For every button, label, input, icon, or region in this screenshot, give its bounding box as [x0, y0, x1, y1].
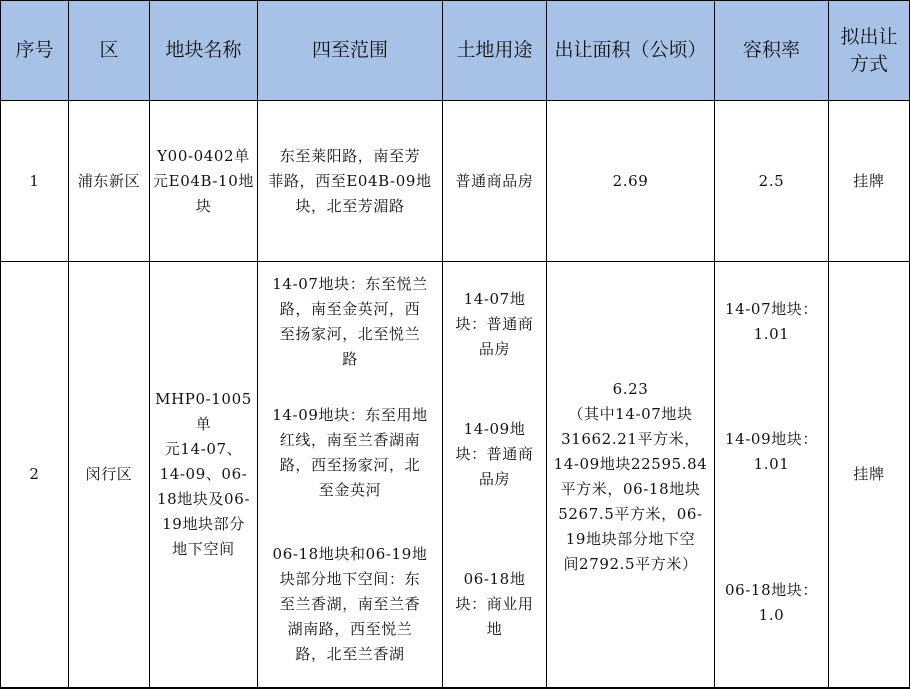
row2-district: 闵行区 [85, 465, 133, 483]
header-land-use: 土地用途 [456, 39, 533, 61]
row2-no: 2 [29, 465, 40, 483]
header-district: 区 [99, 39, 119, 61]
header-plot-name: 地块名称 [165, 39, 242, 61]
grid-line-col2 [149, 0, 150, 689]
grid-line-row1-bottom [0, 261, 910, 262]
header-no: 序号 [15, 39, 54, 61]
row2-far-14-07: 14-07地块： 1.01 [724, 300, 819, 343]
row2-far-06-18: 06-18地块： 1.0 [724, 581, 819, 624]
row1-plot-name: Y00-0402单 元E04B-10地 块 [153, 146, 254, 215]
header-method: 拟出让 方式 [840, 25, 898, 75]
row2-use-14-09: 14-09地 块：普通商 品房 [455, 420, 534, 488]
grid-line-col4 [442, 0, 443, 689]
grid-line-col3 [257, 0, 258, 689]
row2-plot-name: MHP0-1005单 元14-07、 14-09、06- 18地块及06- 19地块部分 地下空间 [155, 390, 252, 558]
row1-no: 1 [29, 171, 40, 190]
header-far: 容积率 [742, 39, 800, 61]
grid-line-col6 [714, 0, 715, 689]
row2-use-14-07: 14-07地 块：普通商 品房 [455, 290, 534, 358]
row1-boundaries: 东至莱阳路，南至芳 菲路，西至E04B-09地 块，北至芳湄路 [268, 146, 432, 215]
row2-method: 挂牌 [853, 465, 885, 483]
row2-bounds-06-18: 06-18地块和06-19地 块部分地下空间：东 至兰香湖，南至兰香 湖南路，西至悦兰 路，北至兰香湖 [272, 545, 428, 663]
row1-method: 挂牌 [853, 171, 885, 190]
grid-line-col1 [68, 0, 69, 689]
header-area: 出让面积（公顷） [554, 39, 707, 61]
row2-far-14-09: 14-09地块： 1.01 [724, 430, 819, 473]
grid-line-top [0, 0, 910, 1]
grid-line-col5 [546, 0, 547, 689]
row1-district: 浦东新区 [77, 171, 141, 190]
row1-area: 2.69 [612, 171, 649, 190]
row2-bounds-14-07: 14-07地块：东至悦兰 路，南至金英河，西 至扬家河，北至悦兰 路 [272, 275, 428, 368]
grid-line-header-bottom [0, 100, 910, 101]
row2-use-06-18: 06-18地 块：商业用 地 [455, 570, 534, 638]
row2-area: 6.23 （其中14-07地块 31662.21平方米， 14-09地块22595.84 平方米，06-18地块 5267.5平方米，06- 19地块部分地下空 间2792.5平方米） [553, 380, 708, 573]
row1-far: 2.5 [758, 171, 785, 190]
grid-line-col7 [828, 0, 829, 689]
row2-bounds-14-09: 14-09地块：东至用地 红线，南至兰香湖南 路，西至扬家河，北 至金英河 [272, 406, 428, 499]
header-boundaries: 四至范围 [311, 39, 388, 61]
grid-line-left [0, 0, 1, 689]
row1-land-use: 普通商品房 [455, 171, 534, 190]
